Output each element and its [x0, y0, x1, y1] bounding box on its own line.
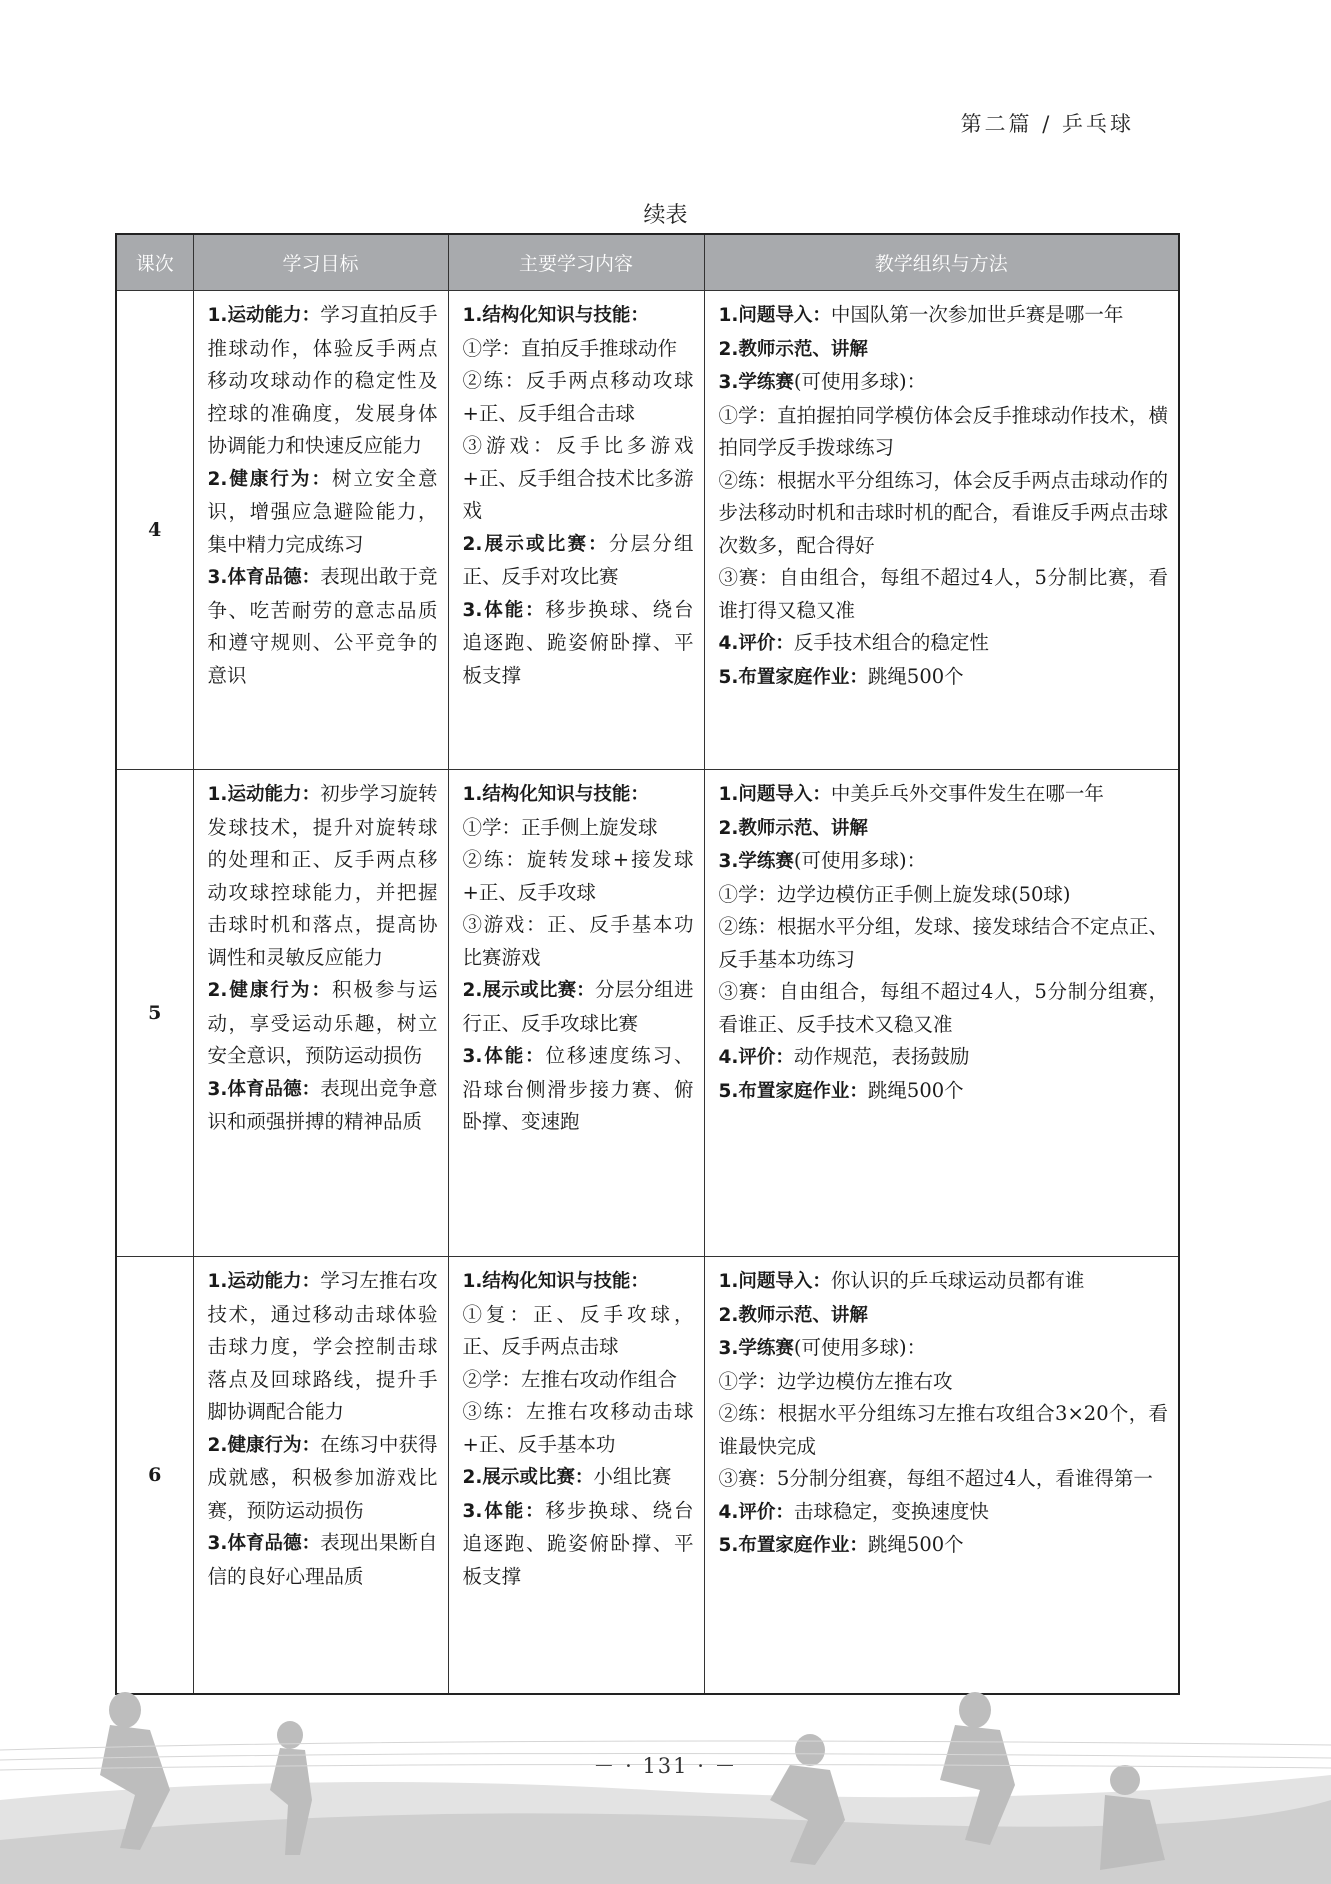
- content-item-text: ②练：反手两点移动攻球+正、反手组合击球: [462, 369, 694, 425]
- content-item: [463, 430, 694, 528]
- content-item-text: ③练：左推右攻移动击球+正、反手基本功: [462, 1400, 694, 1456]
- section-header: 第二篇 / 乒乓球: [960, 112, 1134, 136]
- goals-item-text: 学习左推右攻技术，通过移动击球体验击球力度，学会控制击球落点及回球路线，提升手脚协调配合能力: [207, 1269, 438, 1423]
- methods-item-key: 3.学练赛: [718, 372, 794, 393]
- content-item: [463, 974, 694, 1040]
- content-item: [463, 594, 694, 693]
- header-lesson: 课次: [116, 234, 193, 291]
- methods-item-text: ③赛：自由组合，每组不超过4人，5分制比赛，看谁打得又稳又准: [718, 566, 1168, 622]
- methods-item: [719, 299, 1169, 333]
- methods-item-text: 你认识的乒乓球运动员都有谁: [830, 1269, 1085, 1292]
- content-item-key: 2.展示或比赛：: [462, 533, 609, 555]
- methods-item-key: 2.教师示范、讲解: [718, 1304, 868, 1326]
- content-item: [463, 1299, 694, 1364]
- methods-item-key: 4.评价：: [718, 633, 794, 654]
- methods-item-text: ③赛：5分制分组赛，每组不超过4人，看谁得第一: [718, 1467, 1153, 1490]
- page-number: － · 131 · －: [593, 1754, 738, 1778]
- methods-item: [719, 812, 1169, 846]
- content-item: [463, 1396, 694, 1461]
- methods-item: [719, 366, 1169, 400]
- content-item-key: 2.展示或比赛：: [462, 1467, 594, 1488]
- cell-methods: [704, 1257, 1179, 1695]
- methods-item-key: 3.学练赛: [718, 1338, 794, 1359]
- methods-item: [719, 1529, 1169, 1563]
- methods-item: [719, 1366, 1169, 1399]
- table-row: [116, 770, 1179, 1257]
- table-header-row: [116, 234, 1179, 291]
- lesson-number: 5: [116, 770, 193, 1257]
- methods-item: [719, 1496, 1169, 1530]
- methods-item-text: 跳绳500个: [867, 1078, 964, 1102]
- goals-item: [208, 463, 438, 562]
- content-item-text: 小组比赛: [593, 1465, 672, 1488]
- methods-item-text: (可使用多球)：: [793, 370, 927, 393]
- methods-item-key: 1.问题导入：: [718, 1271, 831, 1292]
- methods-item: [719, 1265, 1169, 1299]
- cell-methods: [704, 291, 1179, 770]
- goals-item-key: 3.体育品德：: [207, 567, 321, 588]
- goals-item-text: 学习直拍反手推球动作，体验反手两点移动攻球动作的稳定性及控球的准确度，发展身体协调能力和快速反应能力: [207, 303, 438, 457]
- content-item-text: 移步换球、绕台追逐跑、跪姿俯卧撑、平板支撑: [462, 1498, 694, 1588]
- methods-item-text: 中美乒乓外交事件发生在哪一年: [830, 782, 1104, 805]
- header-content: 主要学习内容: [448, 234, 704, 291]
- goals-item-key: 3.体育品德：: [207, 1533, 321, 1554]
- methods-item-key: 4.评价：: [718, 1501, 794, 1523]
- methods-item: [719, 1398, 1169, 1463]
- content-item: [463, 528, 694, 594]
- goals-item-key: 2.健康行为：: [207, 980, 332, 1001]
- methods-item-text: ②练：根据水平分组，发球、接发球结合不定点正、反手基本功练习: [718, 915, 1168, 971]
- methods-item-key: 2.教师示范、讲解: [718, 817, 868, 839]
- goals-item-text: 表现出果断自信的良好心理品质: [207, 1531, 438, 1588]
- goals-item-key: 1.运动能力：: [207, 1271, 321, 1292]
- lesson-plan-table: [115, 233, 1180, 1695]
- lesson-number: 4: [116, 291, 193, 770]
- goals-item-text: 初步学习旋转发球技术，提升对旋转球的处理和正、反手两点移动攻球控球能力，并把握击球时机和落点，提高协调性和灵敏反应能力: [207, 782, 438, 969]
- content-item: [463, 333, 694, 366]
- content-item-text: 位移速度练习、沿球台侧滑步接力赛、俯卧撑、变速跑: [462, 1044, 694, 1133]
- goals-item: [208, 778, 438, 974]
- goals-item-key: 1.运动能力：: [207, 305, 321, 326]
- goals-item: [208, 299, 438, 463]
- methods-item-text: ①学：边学边模仿左推右攻: [718, 1369, 953, 1393]
- content-item: [463, 812, 694, 845]
- methods-item: [719, 1332, 1169, 1366]
- content-item: [463, 1495, 694, 1594]
- goals-item-text: 在练习中获得成就感，积极参加游戏比赛，预防运动损伤: [207, 1432, 438, 1522]
- goals-item: [208, 1527, 438, 1593]
- table-row: [116, 1257, 1179, 1695]
- methods-item-text: ②练：根据水平分组练习左推右攻组合3×20个，看谁最快完成: [718, 1402, 1168, 1458]
- content-item-text: 分层分组进行正、反手攻球比赛: [462, 978, 694, 1035]
- table-caption: 续表: [643, 203, 688, 228]
- methods-item: [719, 661, 1169, 695]
- goals-item: [208, 1429, 438, 1528]
- content-item-key: 3.体能：: [462, 599, 546, 621]
- content-item: [463, 1461, 694, 1495]
- content-item-text: ①学：直拍反手推球动作: [462, 336, 678, 360]
- cell-goals: [193, 770, 448, 1257]
- content-item-key: 1.结构化知识与技能：: [462, 784, 649, 805]
- goals-item-key: 3.体育品德：: [207, 1078, 321, 1100]
- methods-item-text: 动作规范，表扬鼓励: [793, 1045, 970, 1068]
- methods-item: [719, 911, 1169, 976]
- methods-item-text: ①学：直拍握拍同学模仿体会反手推球动作技术，横拍同学反手拨球练习: [718, 403, 1168, 459]
- content-item: [463, 1364, 694, 1397]
- content-item-text: ②练：旋转发球+接发球+正、反手攻球: [462, 848, 694, 904]
- methods-item-text: (可使用多球)：: [793, 1336, 927, 1359]
- cell-methods: [704, 770, 1179, 1257]
- content-item: [463, 1265, 694, 1299]
- methods-item-text: ①学：边学边模仿正手侧上旋发球(50球): [718, 882, 1071, 906]
- content-item: [463, 844, 694, 909]
- goals-item-text: 表现出竞争意识和顽强拼搏的精神品质: [207, 1076, 438, 1133]
- cell-content: [448, 770, 704, 1257]
- methods-item-key: 5.布置家庭作业：: [718, 666, 868, 688]
- methods-item: [719, 465, 1169, 563]
- content-item-text: 分层分组正、反手对攻比赛: [462, 531, 694, 588]
- goals-item-text: 树立安全意识，增强应急避险能力，集中精力完成练习: [207, 466, 438, 556]
- methods-item: [719, 627, 1169, 661]
- content-item: [463, 909, 694, 974]
- footer-decoration: [0, 1680, 1331, 1884]
- cell-content: [448, 291, 704, 770]
- content-item-text: 移步换球、绕台追逐跑、跪姿俯卧撑、平板支撑: [462, 597, 694, 687]
- methods-item-text: (可使用多球)：: [793, 849, 927, 872]
- cell-goals: [193, 1257, 448, 1695]
- lesson-number: 6: [116, 1257, 193, 1695]
- methods-item: [719, 1075, 1169, 1109]
- goals-item: [208, 561, 438, 692]
- methods-item-text: ②练：根据水平分组练习，体会反手两点击球动作的步法移动时机和击球时机的配合，看谁反手两点击球次数多，配合得好: [718, 468, 1168, 557]
- content-item-text: ③游戏：正、反手基本功比赛游戏: [462, 913, 694, 969]
- methods-item: [719, 879, 1169, 912]
- header-goals: 学习目标: [193, 234, 448, 291]
- cell-content: [448, 1257, 704, 1695]
- content-item-key: 2.展示或比赛：: [462, 980, 596, 1001]
- methods-item: [719, 400, 1169, 465]
- goals-item: [208, 1073, 438, 1139]
- content-item: [463, 1040, 694, 1139]
- content-item: [463, 365, 694, 430]
- content-item-key: 3.体能：: [462, 1500, 546, 1522]
- goals-item-text: 表现出敢于竞争、吃苦耐劳的意志品质和遵守规则、公平竞争的意识: [207, 565, 438, 687]
- methods-item: [719, 976, 1169, 1041]
- goals-item: [208, 974, 438, 1073]
- methods-item: [719, 1463, 1169, 1496]
- methods-item-key: 1.问题导入：: [718, 305, 831, 326]
- methods-item-key: 2.教师示范、讲解: [718, 338, 868, 360]
- content-item-key: 1.结构化知识与技能：: [462, 305, 649, 326]
- content-item-text: ②学：左推右攻动作组合: [462, 1367, 678, 1391]
- goals-item-text: 积极参与运动，享受运动乐趣，树立安全意识，预防运动损伤: [207, 978, 438, 1067]
- methods-item: [719, 845, 1169, 879]
- content-item: [463, 778, 694, 812]
- methods-item-key: 5.布置家庭作业：: [718, 1535, 868, 1556]
- methods-item-text: 击球稳定，变换速度快: [793, 1499, 989, 1523]
- methods-item-key: 4.评价：: [718, 1047, 794, 1068]
- methods-item: [719, 1041, 1169, 1075]
- methods-item-text: 反手技术组合的稳定性: [793, 631, 989, 654]
- content-item: [463, 299, 694, 333]
- methods-item: [719, 333, 1169, 367]
- content-item-key: 3.体能：: [462, 1046, 546, 1067]
- goals-item-key: 2.健康行为：: [207, 1434, 321, 1456]
- methods-item-key: 5.布置家庭作业：: [718, 1080, 868, 1102]
- methods-item-key: 1.问题导入：: [718, 784, 831, 805]
- methods-item-text: 跳绳500个: [867, 1533, 964, 1556]
- methods-item: [719, 778, 1169, 812]
- content-item-text: ③游戏：反手比多游戏+正、反手组合技术比多游戏: [462, 434, 694, 522]
- goals-item-key: 2.健康行为：: [207, 468, 332, 490]
- methods-item-key: 3.学练赛: [718, 851, 794, 872]
- content-item-text: ①学：正手侧上旋发球: [462, 815, 658, 839]
- content-item-key: 1.结构化知识与技能：: [462, 1271, 649, 1292]
- methods-item: [719, 1299, 1169, 1333]
- cell-goals: [193, 291, 448, 770]
- goals-item-key: 1.运动能力：: [207, 784, 321, 805]
- methods-item: [719, 562, 1169, 627]
- content-item-text: ①复：正、反手攻球，正、反手两点击球: [462, 1302, 694, 1358]
- header-methods: 教学组织与方法: [704, 234, 1179, 291]
- methods-item-text: 中国队第一次参加世乒赛是哪一年: [830, 303, 1124, 326]
- methods-item-text: 跳绳500个: [867, 664, 964, 688]
- methods-item-text: ③赛：自由组合，每组不超过4人，5分制分组赛，看谁正、反手技术又稳又准: [718, 980, 1168, 1036]
- goals-item: [208, 1265, 438, 1429]
- table-row: [116, 291, 1179, 770]
